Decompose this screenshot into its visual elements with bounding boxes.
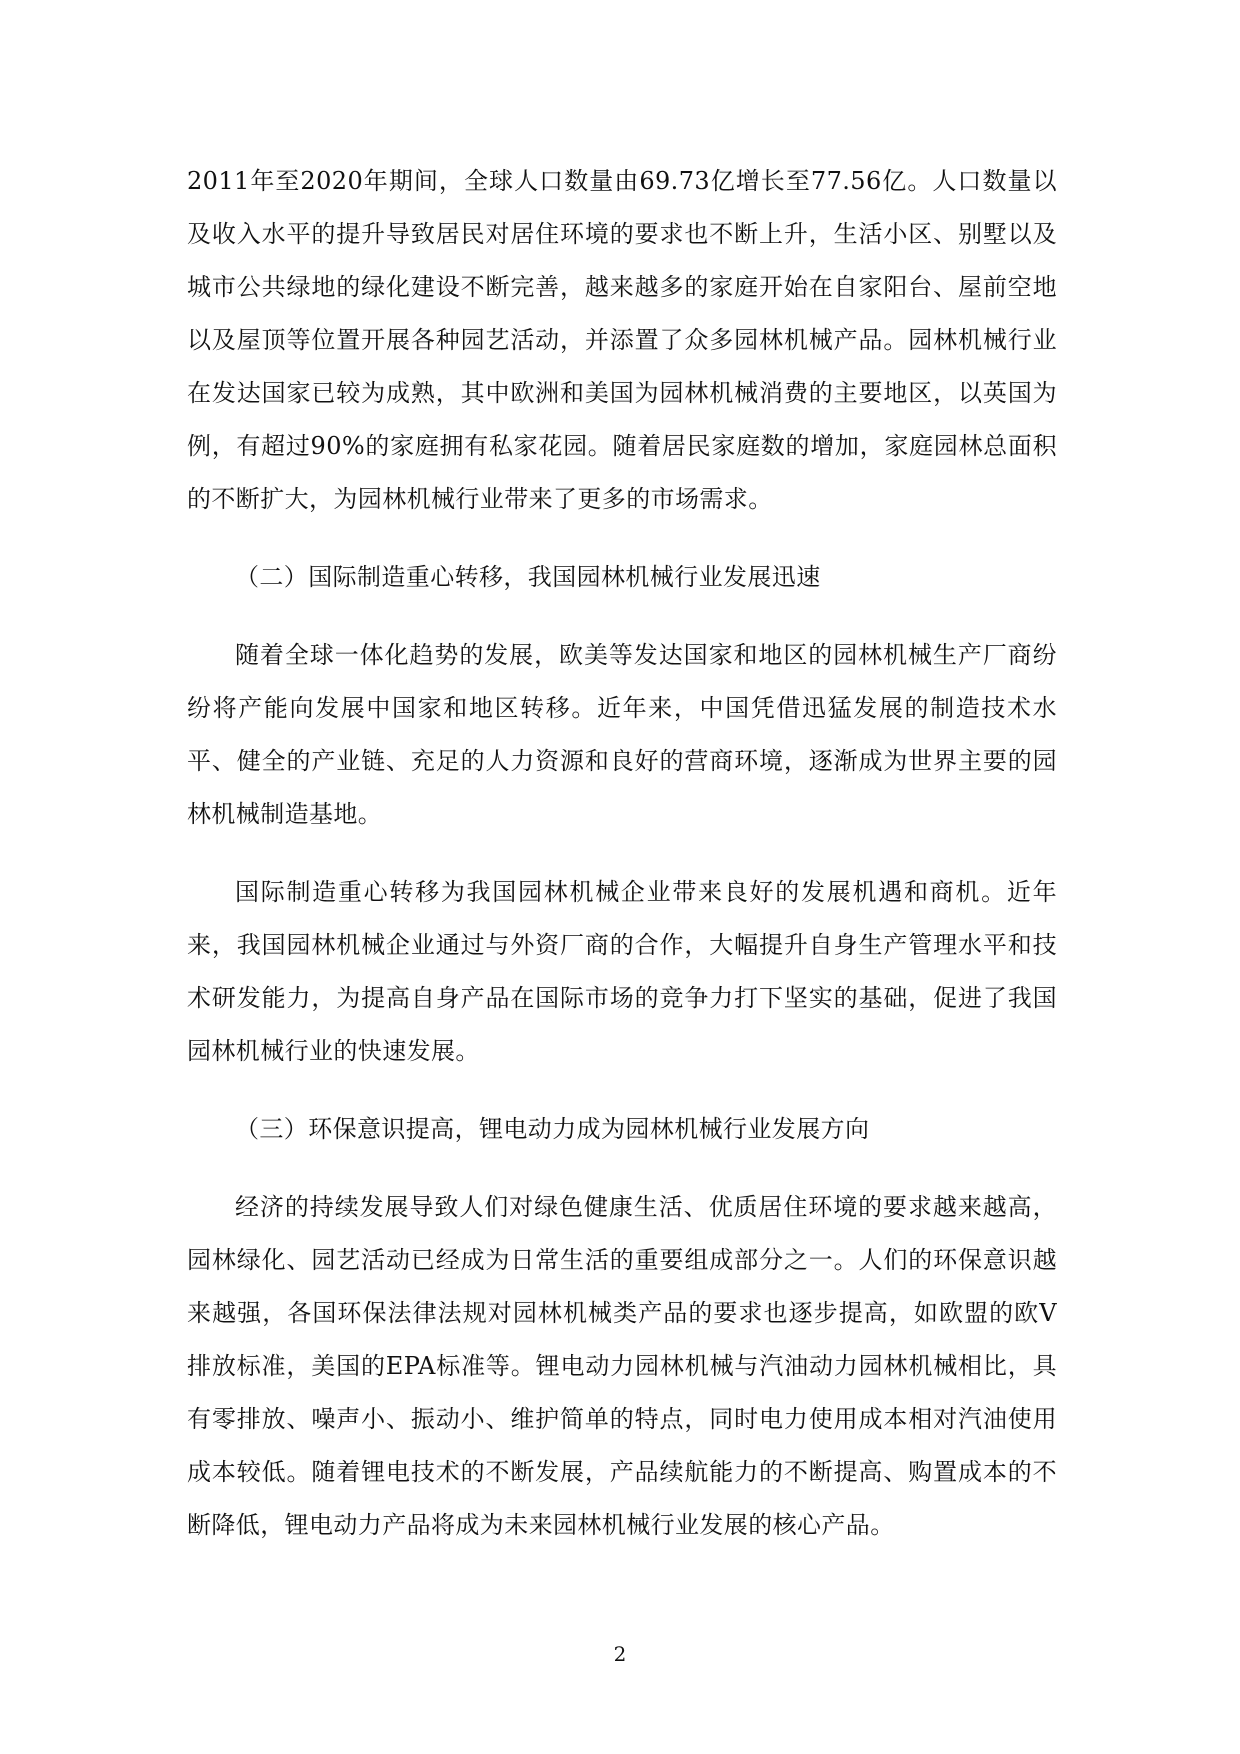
page-number: 2 bbox=[613, 1642, 627, 1666]
paragraph-spacer bbox=[187, 526, 1057, 551]
section-heading-2: （二）国际制造重心转移，我国园林机械行业发展迅速 bbox=[235, 563, 821, 591]
paragraph-spacer bbox=[187, 604, 1057, 629]
paragraph-globalization: 随着全球一体化趋势的发展，欧美等发达国家和地区的园林机械生产厂商纷纷将产能向发展中国家和地区转移。近年来，中国凭借迅猛发展的制造技术水平、健全的产业链、充足的人力资源和良好的营商环境，逐渐成为世界主要的园林机械制造基地。 bbox=[187, 641, 1057, 828]
paragraph-spacer bbox=[187, 841, 1057, 866]
paragraph-population-growth: 2011年至2020年期间，全球人口数量由69.73亿增长至77.56亿。人口数量以及收入水平的提升导致居民对居住环境的要求也不断上升，生活小区、别墅以及城市公共绿地的绿化建设不断完善，越来越多的家庭开始在自家阳台、屋前空地以及屋顶等位置开展各种园艺活动，并添置了众多园林机械产品。园林机械行业在发达国家已较为成熟，其中欧洲和美国为园林机械消费的主要地区，以英国为例，有超过90%的家庭拥有私家花园。随着居民家庭数的增加，家庭园林总面积的不断扩大，为园林机械行业带来了更多的市场需求。 bbox=[187, 167, 1057, 513]
paragraph-spacer bbox=[187, 1078, 1057, 1103]
paragraph-environmental-awareness: 经济的持续发展导致人们对绿色健康生活、优质居住环境的要求越来越高，园林绿化、园艺活动已经成为日常生活的重要组成部分之一。人们的环保意识越来越强，各国环保法律法规对园林机械类产品的要求也逐步提高，如欧盟的欧Ⅴ排放标准，美国的EPA标准等。锂电动力园林机械与汽油动力园林机械相比，具有零排放、噪声小、振动小、维护简单的特点，同时电力使用成本相对汽油使用成本较低。随着锂电技术的不断发展，产品续航能力的不断提高、购置成本的不断降低，锂电动力产品将成为未来园林机械行业发展的核心产品。 bbox=[187, 1193, 1057, 1539]
paragraph-spacer bbox=[187, 1156, 1057, 1181]
document-body bbox=[187, 155, 1057, 1552]
section-heading-3: （三）环保意识提高，锂电动力成为园林机械行业发展方向 bbox=[235, 1115, 870, 1143]
paragraph-manufacturing-shift: 国际制造重心转移为我国园林机械企业带来良好的发展机遇和商机。近年来，我国园林机械企业通过与外资厂商的合作，大幅提升自身生产管理水平和技术研发能力，为提高自身产品在国际市场的竞争力打下坚实的基础，促进了我国园林机械行业的快速发展。 bbox=[187, 878, 1057, 1065]
